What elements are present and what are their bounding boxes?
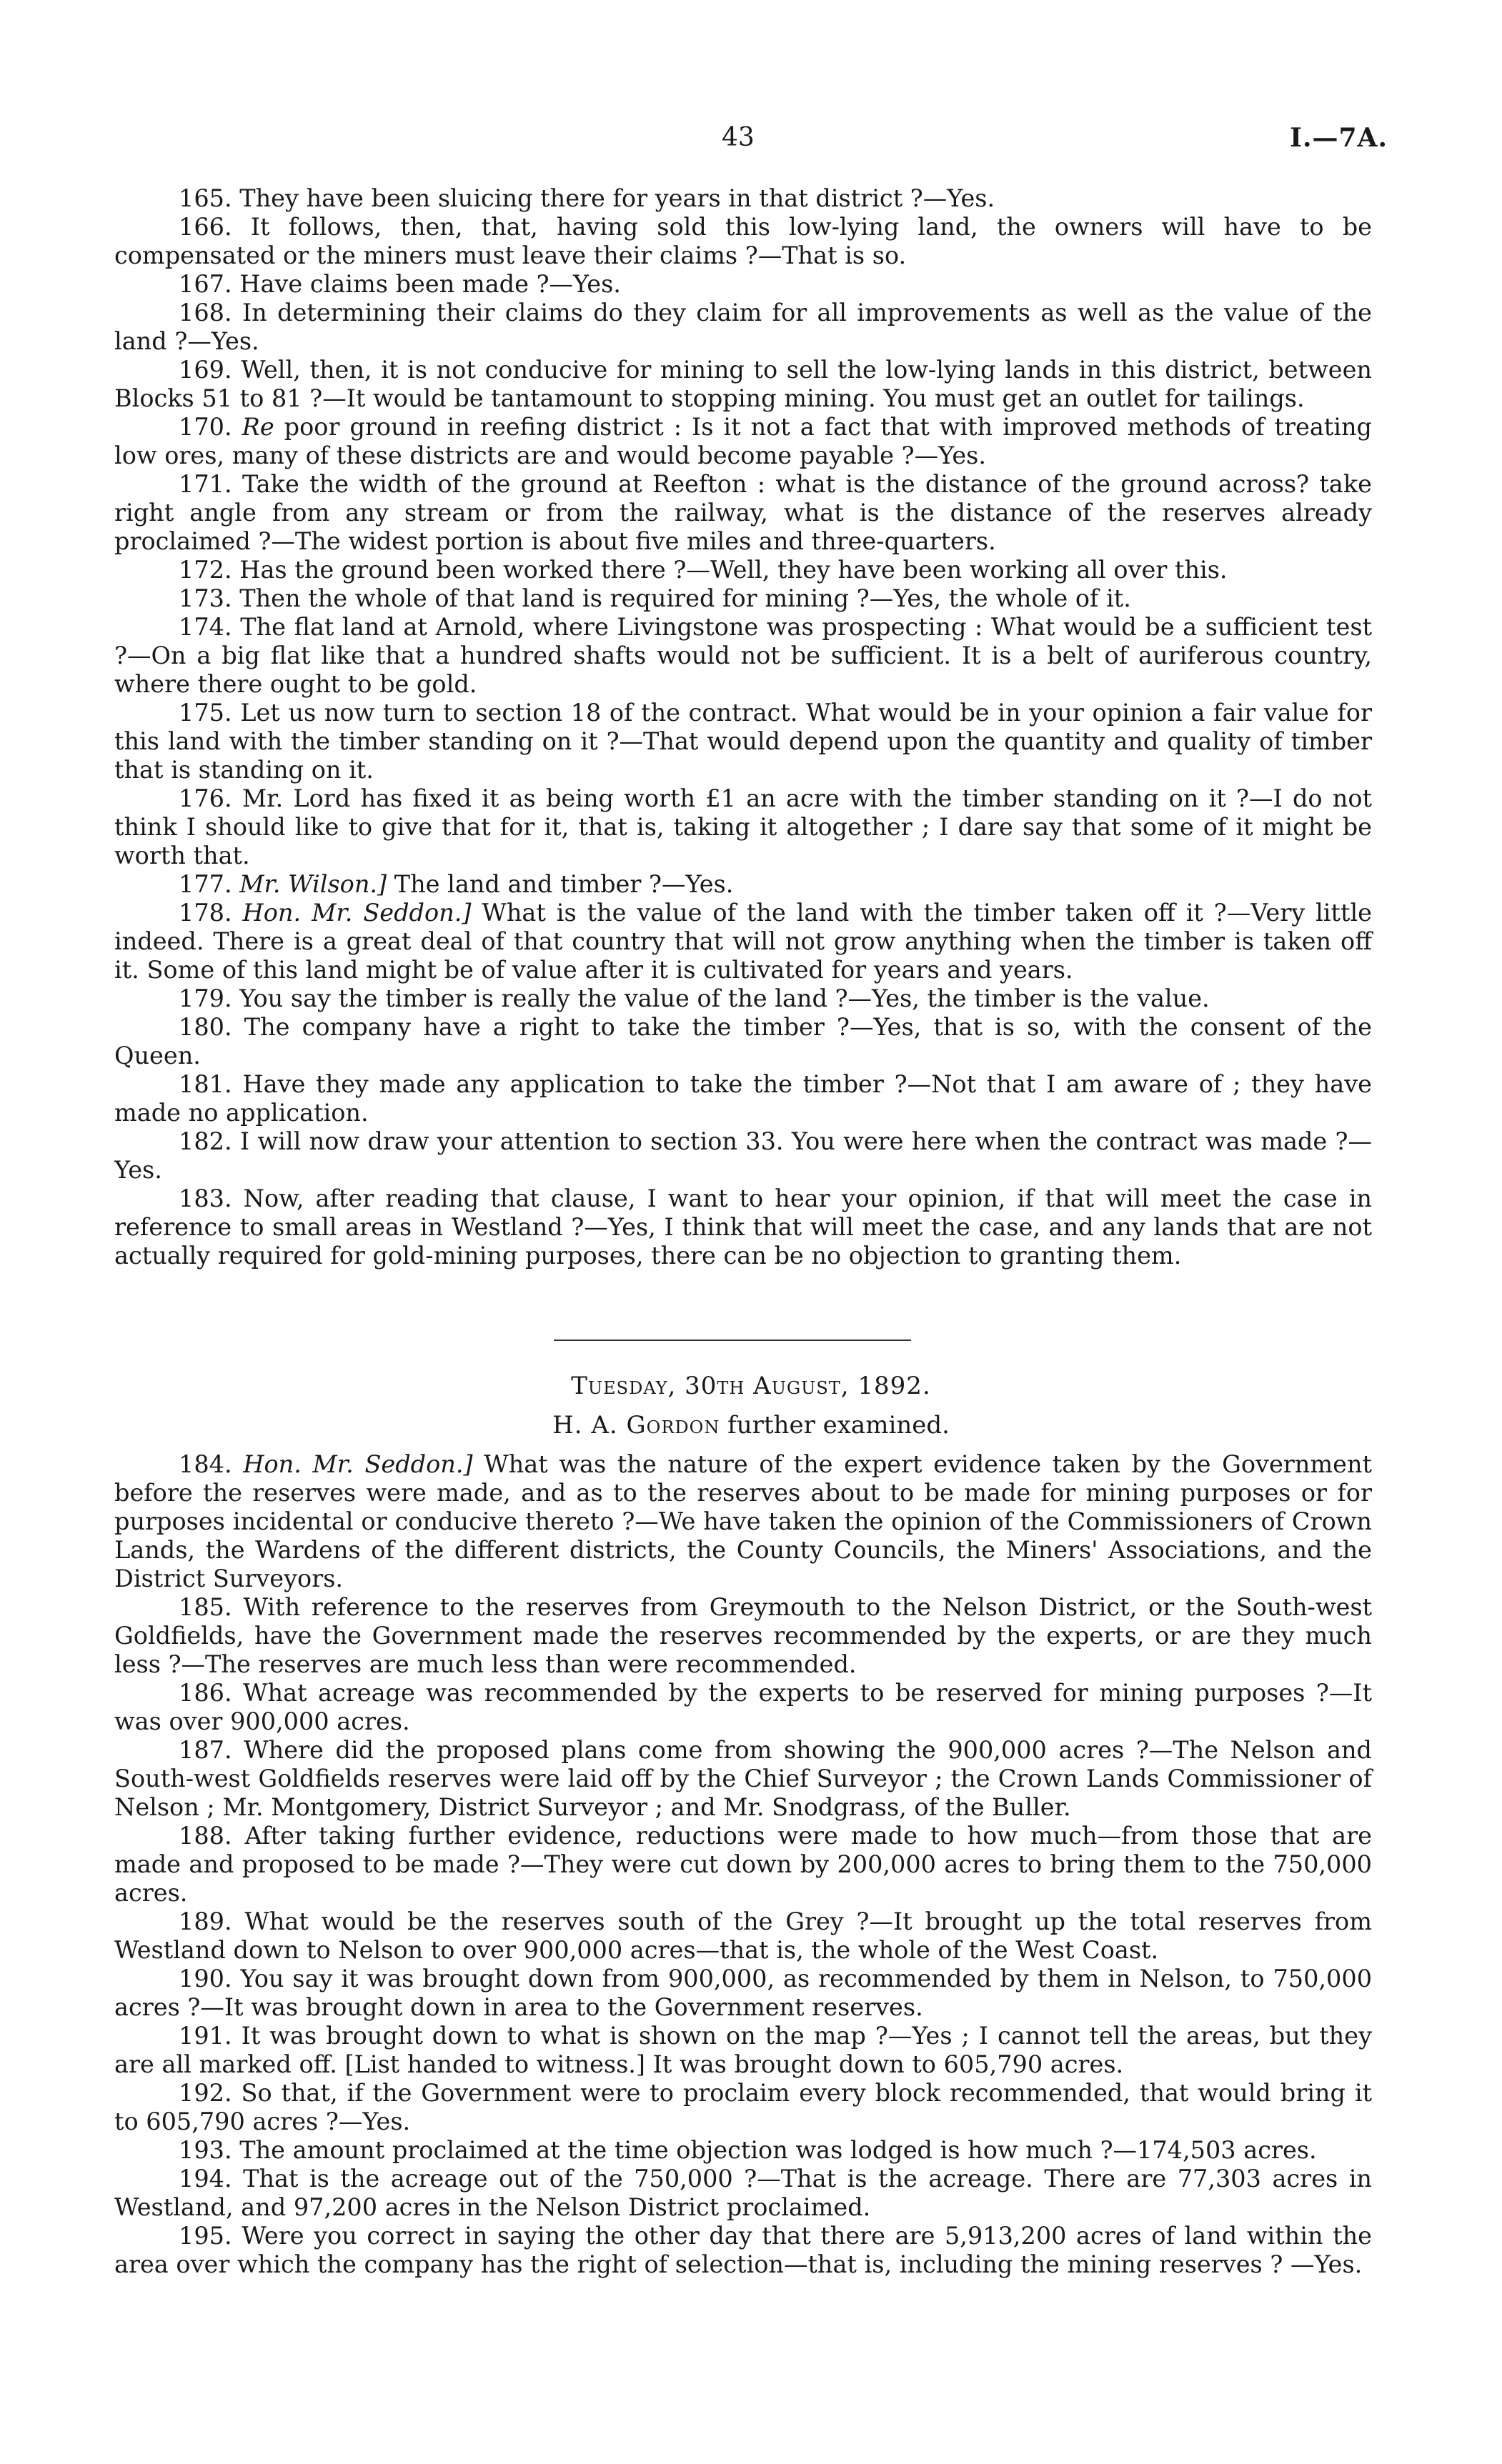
question-number: 181.	[179, 1070, 232, 1098]
question-text: In determining their claims do they claim for all improvements as well as the value of the land ?—Yes.	[114, 299, 1372, 355]
question-text: Mr. Lord has fixed it as being worth £1 an acre with the timber standing on it ?—I do not think I should like to give that for it, that is, taking it altogether ; I dare say that some of it might be worth that.	[114, 784, 1372, 869]
question-text: The amount proclaimed at the time objection was lodged is how much ?—174,503 acres.	[239, 2136, 1317, 2164]
question-paragraph	[114, 870, 1372, 899]
question-number: 178.	[179, 899, 232, 927]
question-paragraph	[114, 1822, 1372, 1907]
witness-heading	[0, 1411, 1502, 1440]
page-header	[0, 123, 1502, 166]
question-text: With reference to the reserves from Greymouth to the Nelson District, or the South-west Goldfields, have the Government made the reserves recommended by the experts, or are they much less ?—The reserves are much less than were recommended.	[114, 1593, 1372, 1678]
question-paragraph	[114, 699, 1372, 784]
question-text: Now, after reading that clause, I want to hear your opinion, if that will meet the case in reference to small areas in Westland ?—Yes, I think that will meet the case, and any lands that are not actually required for gold-mining purposes, there can be no objection to granting them.	[114, 1184, 1372, 1270]
question-paragraph	[114, 784, 1372, 870]
question-number: 177.	[179, 870, 232, 898]
question-text: You say it was brought down from 900,000, as recommended by them in Nelson, to 750,000 acres ?—It was brought down in area to the Government reserves.	[114, 1965, 1373, 2021]
question-paragraph	[114, 1736, 1372, 1822]
question-text: The land and timber ?—Yes.	[394, 870, 734, 898]
question-paragraph	[114, 1450, 1372, 1593]
question-number: 165.	[179, 184, 232, 212]
question-paragraph	[114, 413, 1372, 470]
question-number: 191.	[179, 2022, 232, 2050]
question-text: What is the value of the land with the timber taken off it ?—Very little indeed. There is a great deal of that country that will not grow anything when the timber is taken off it. Some of this land might be of value after it is cultivated for years and years.	[114, 899, 1372, 984]
evidence-block-2	[114, 1450, 1372, 2279]
question-number: 185.	[179, 1593, 232, 1621]
speaker-attribution: Mr. Wilson.]	[239, 870, 387, 898]
question-number: 190.	[179, 1965, 232, 1992]
question-paragraph	[114, 213, 1372, 270]
question-text: I will now draw your attention to section 33. You were here when the contract was made ?—Yes.	[114, 1127, 1372, 1184]
question-text: poor ground in reefing district : Is it not a fact that with improved methods of treating low ores, many of these districts are and would become payable ?—Yes.	[114, 413, 1372, 469]
question-paragraph	[114, 299, 1372, 356]
question-number: 175.	[179, 699, 232, 727]
question-number: 172.	[179, 556, 232, 584]
question-number: 193.	[179, 2136, 232, 2164]
section-divider	[554, 1340, 911, 1341]
question-paragraph	[114, 470, 1372, 556]
speaker-attribution: Hon. Mr. Seddon.]	[242, 899, 472, 927]
question-number: 174.	[179, 613, 232, 641]
document-reference: I.—7A.	[1290, 123, 1388, 153]
question-number: 169.	[179, 356, 232, 384]
question-number: 183.	[179, 1184, 232, 1212]
question-paragraph	[114, 356, 1372, 413]
question-text: Have claims been made ?—Yes.	[239, 270, 621, 298]
witness-suffix: further examined.	[727, 1411, 950, 1440]
question-number: 166.	[179, 213, 232, 241]
question-paragraph	[114, 1013, 1372, 1070]
question-text: After taking further evidence, reductions were made to how much—from those that are made and proposed to be made ?—They were cut down by 200,000 acres to bring them to the 750,000 acres.	[114, 1822, 1372, 1907]
question-paragraph	[114, 2165, 1372, 2222]
question-paragraph	[114, 584, 1372, 613]
question-number: 189.	[179, 1907, 232, 1935]
question-text: What was the nature of the expert evidence taken by the Government before the reserves were made, and as to the reserves about to be made for mining purposes or for purposes incidental or conducive thereto ?—We have taken the opinion of the Commissioners of Crown Lands, the Wardens of the different districts, the County Councils, the Miners' Associations, and the District Surveyors.	[114, 1450, 1372, 1592]
question-text: Take the width of the ground at Reefton : what is the distance of the ground across? take right angle from any stream or from the railway, what is the distance of the reserves already proclaimed ?—The widest portion is about five miles and three-quarters.	[114, 470, 1372, 555]
question-text: What acreage was recommended by the experts to be reserved for mining purposes ?—It was over 900,000 acres.	[114, 1679, 1372, 1735]
question-paragraph	[114, 1184, 1372, 1270]
question-text: That is the acreage out of the 750,000 ?—That is the acreage. There are 77,303 acres in Westland, and 97,200 acres in the Nelson District proclaimed.	[114, 2165, 1373, 2221]
question-text: Let us now turn to section 18 of the contract. What would be in your opinion a fair value for this land with the timber standing on it ?—That would depend upon the quantity and quality of timber that is standing on it.	[114, 699, 1372, 784]
question-number: 168.	[179, 299, 232, 326]
question-text: You say the timber is really the value of the land ?—Yes, the timber is the value.	[239, 984, 1210, 1012]
question-number: 188.	[179, 1822, 232, 1850]
question-paragraph	[114, 613, 1372, 699]
question-number: 195.	[179, 2222, 232, 2250]
question-paragraph	[114, 1965, 1372, 2022]
question-text: Where did the proposed plans come from showing the 900,000 acres ?—The Nelson and South-west Goldfields reserves were laid off by the Chief Surveyor ; the Crown Lands Commissioner of Nelson ; Mr. Montgomery, District Surveyor ; and Mr. Snodgrass, of the Buller.	[114, 1736, 1372, 1821]
date-heading: Tuesday, 30th August, 1892.	[571, 1372, 931, 1400]
question-paragraph	[114, 984, 1372, 1013]
evidence-block-1	[114, 184, 1372, 1270]
question-text: Has the ground been worked there ?—Well, they have been working all over this.	[239, 556, 1228, 584]
speaker-attribution: Hon. Mr. Seddon.]	[243, 1450, 473, 1478]
question-paragraph	[114, 1907, 1372, 1965]
speaker-attribution: Re	[242, 413, 274, 441]
question-text: They have been sluicing there for years in that district ?—Yes.	[239, 184, 995, 212]
question-number: 173.	[179, 584, 232, 612]
question-text: So that, if the Government were to proclaim every block recommended, that would bring it to 605,790 acres ?—Yes.	[114, 2079, 1373, 2135]
question-number: 184.	[179, 1450, 232, 1478]
question-paragraph	[114, 1127, 1372, 1184]
question-text: Were you correct in saying the other day that there are 5,913,200 acres of land within the area over which the company has the right of selection—that is, including the mining reserves ? —Yes.	[114, 2222, 1372, 2278]
question-number: 176.	[179, 784, 232, 812]
question-text: Well, then, it is not conducive for mining to sell the low-lying lands in this district, between Blocks 51 to 81 ?—It would be tantamount to stopping mining. You must get an outlet for tailings.	[114, 356, 1372, 412]
question-paragraph	[114, 1593, 1372, 1679]
page-number: 43	[722, 123, 755, 152]
question-text: What would be the reserves south of the Grey ?—It brought up the total reserves from Westland down to Nelson to over 900,000 acres—that is, the whole of the West Coast.	[114, 1907, 1372, 1964]
question-paragraph	[114, 2079, 1372, 2136]
question-text: Have they made any application to take the timber ?—Not that I am aware of ; they have made no application.	[114, 1070, 1372, 1127]
question-number: 167.	[179, 270, 232, 298]
question-paragraph	[114, 270, 1372, 299]
question-paragraph	[114, 899, 1372, 984]
question-text: It was brought down to what is shown on the map ?—Yes ; I cannot tell the areas, but they are all marked off. [List handed to witness.] It was brought down to 605,790 acres.	[114, 2022, 1372, 2078]
question-number: 179.	[179, 984, 232, 1012]
question-text: It follows, then, that, having sold this low-lying land, the owners will have to be compensated or the miners must leave their claims ?—That is so.	[114, 213, 1372, 269]
question-number: 170.	[179, 413, 232, 441]
question-paragraph	[114, 1070, 1372, 1127]
question-number: 186.	[179, 1679, 232, 1707]
question-paragraph	[114, 556, 1372, 584]
question-paragraph	[114, 184, 1372, 213]
question-number: 187.	[179, 1736, 232, 1764]
question-paragraph	[114, 2136, 1372, 2165]
witness-name: H. A. Gordon	[552, 1411, 720, 1440]
question-paragraph	[114, 1679, 1372, 1736]
question-text: The flat land at Arnold, where Livingstone was prospecting : What would be a sufficient test ?—On a big flat like that a hundred shafts would not be sufficient. It is a belt of auriferous country, where there ought to be gold.	[114, 613, 1372, 698]
question-text: The company have a right to take the timber ?—Yes, that is so, with the consent of the Queen.	[114, 1013, 1372, 1069]
question-number: 194.	[179, 2165, 232, 2193]
question-number: 180.	[179, 1013, 232, 1041]
question-number: 171.	[179, 470, 232, 498]
question-number: 182.	[179, 1127, 232, 1155]
question-number: 192.	[179, 2079, 232, 2107]
question-paragraph	[114, 2222, 1372, 2279]
question-paragraph	[114, 2022, 1372, 2079]
question-text: Then the whole of that land is required for mining ?—Yes, the whole of it.	[239, 584, 1131, 612]
